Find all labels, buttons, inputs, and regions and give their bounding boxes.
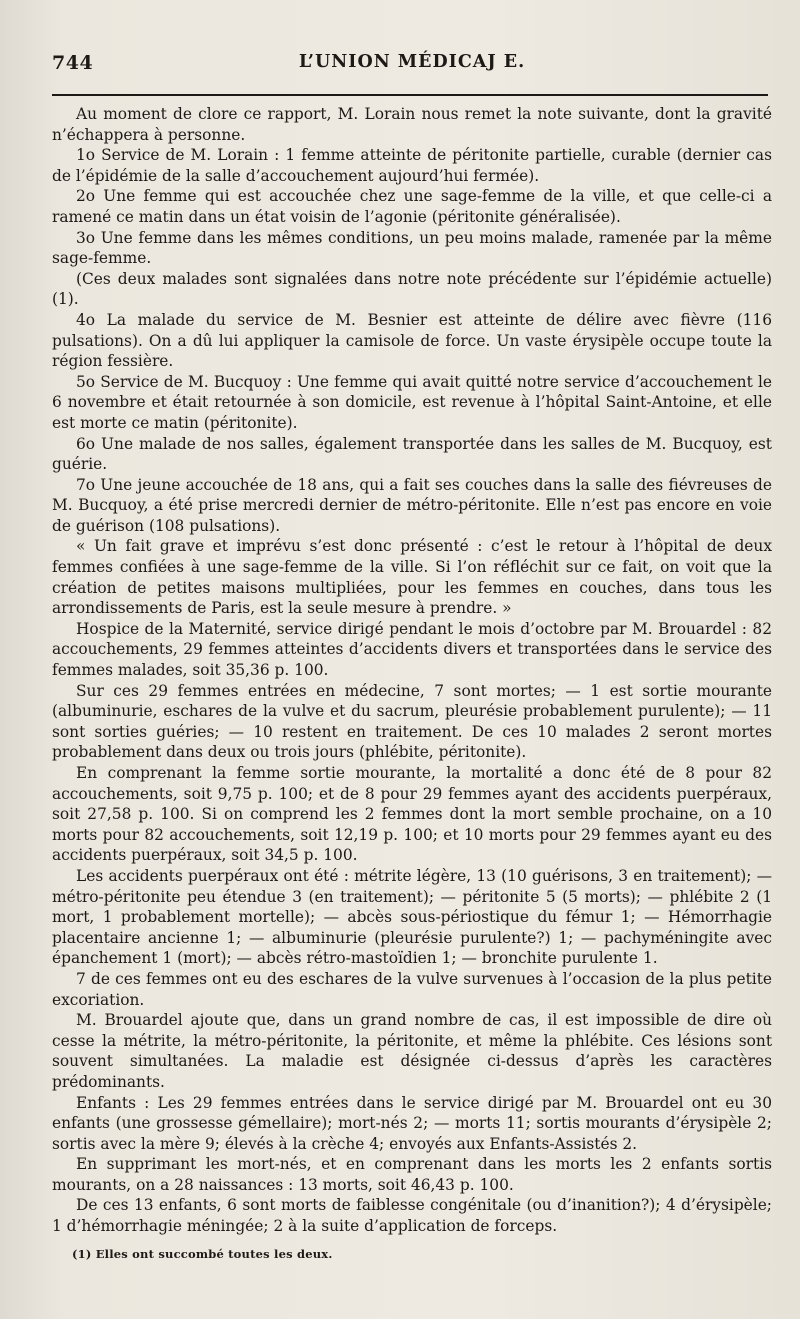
paragraph-item-6: 6o Une malade de nos salles, également transportée dans les salles de M. Bucquoy, est guérie. xyxy=(52,434,772,474)
paragraph-item-3: 3o Une femme dans les mêmes conditions, un peu moins malade, ramenée par la même sage-femme. xyxy=(52,228,772,268)
paragraph-item-5: 5o Service de M. Bucquoy : Une femme qui avait quitté notre service d’accouchement le 6 novembre et était retournée à son domicile, est revenue à l’hôpital Saint-Antoine, et elle est morte ce matin (péritonite). xyxy=(52,372,772,432)
paragraph-causes: De ces 13 enfants, 6 sont morts de faiblesse congénitale (ou d’inanition?); 4 d’érysipèle; 1 d’hémorrhagie méningée; 2 à la suite d’application de forceps. xyxy=(52,1196,772,1236)
paragraph-eschares: 7 de ces femmes ont eu des eschares de la vulve survenues à l’occasion de la plus petite excoriation. xyxy=(52,969,772,1009)
paragraph-outcomes: Sur ces 29 femmes entrées en médecine, 7 sont mortes; — 1 est sortie mourante (albuminurie, eschares de la vulve et du sacrum, pleurésie probablement purulente); — 11 sont sorties guéries; — 10 restent en traitement. De ces 10 malades 2 seront mortes probablement dans deux ou trois jours (phlébite, péritonite). xyxy=(52,681,772,762)
paragraph-intro: Au moment de clore ce rapport, M. Lorain nous remet la note suivante, dont la gravité n’échappera à personne. xyxy=(52,105,772,144)
paragraph-enfants: Enfants : Les 29 femmes entrées dans le service dirigé par M. Brouardel ont eu 30 enfants (une grossesse gémellaire); mort-nés 2; — morts 11; sortis mourants d’érysipèle 2; sortis avec la mère 9; élevés à la crèche 4; envoyés aux Enfants-Assistés 2. xyxy=(52,1093,772,1153)
paragraph-item-1: 1o Service de M. Lorain : 1 femme atteinte de péritonite partielle, curable (dernier cas de l’épidémie de la salle d’accouchement aujourd’hui fermée). xyxy=(52,146,772,185)
page-header xyxy=(52,52,772,92)
paragraph-item-2: 2o Une femme qui est accouchée chez une sage-femme de la ville, et que celle-ci a ramené ce matin dans un état voisin de l’agonie (péritonite généralisée). xyxy=(52,187,772,226)
footnote: (1) Elles ont succombé toutes les deux. xyxy=(72,1246,333,1261)
paragraph-item-7: 7o Une jeune accouchée de 18 ans, qui a fait ses couches dans la salle des fiévreuses de M. Bucquoy, a été prise mercredi dernier de métro-péritonite. Elle n’est pas encore en voie de guérison (108 pulsations). xyxy=(52,475,772,535)
running-title: L’UNION MÉDICAJ E. xyxy=(298,52,526,72)
paragraph-maternite: Hospice de la Maternité, service dirigé pendant le mois d’octobre par M. Brouardel : 82 accouchements, 29 femmes atteintes d’accidents divers et transportées dans le service des femmes malades, soit 35,36 p. 100. xyxy=(52,619,772,680)
paragraph-accidents: Les accidents puerpéraux ont été : métrite légère, 13 (10 guérisons, 3 en traitement); — métro-péritonite peu étendue 3 (en traitement); — péritonite 5 (5 morts); — phlébite 2 (1 mort, 1 probablement mortelle); — abcès sous-périostique du fémur 1; — Hémorrhagie placentaire ancienne 1; — albuminurie (pleurésie purulente?) 1; — pachyméningite avec épanchement 1 (mort); — abcès rétro-mastoïdien 1; — bronchite purulente 1. xyxy=(52,866,772,968)
paragraph-brouardel: M. Brouardel ajoute que, dans un grand nombre de cas, il est impossible de dire où cesse la métrite, la métro-péritonite, la péritonite, et même la phlébite. Ces lésions sont souvent simultanées. La maladie est désignée ci-dessus d’après les caractères prédominants. xyxy=(52,1011,772,1091)
paragraph-item-4: 4o La malade du service de M. Besnier est atteinte de délire avec fièvre (116 pulsations). On a dû lui appliquer la camisole de force. Un vaste érysipèle occupe toute la région fessière. xyxy=(52,310,772,371)
body-text xyxy=(52,104,772,1237)
paragraph-quote: « Un fait grave et imprévu s’est donc présenté : c’est le retour à l’hôpital de deux femmes confiées à une sage-femme de la ville. Si l’on réfléchit sur ce fait, on voit que la création de petites maisons multipliées, pour les femmes en couches, dans tous les arrondissements de Paris, est la seule mesure à prendre. » xyxy=(52,537,772,618)
header-rule xyxy=(52,94,768,96)
paragraph-naissances: En supprimant les mort-nés, et en comprenant dans les morts les 2 enfants sortis mourants, on a 28 naissances : 13 morts, soit 46,43 p. 100. xyxy=(52,1155,772,1194)
paragraph-mortality: En comprenant la femme sortie mourante, la mortalité a donc été de 8 pour 82 accouchements, soit 9,75 p. 100; et de 8 pour 29 femmes ayant des accidents puerpéraux, soit 27,58 p. 100. Si on comprend les 2 femmes dont la mort semble prochaine, on a 10 morts pour 82 accouchements, soit 12,19 p. 100; et 10 morts pour 29 femmes ayant eu des accidents puerpéraux, soit 34,5 p. 100. xyxy=(52,764,772,865)
paragraph-note: (Ces deux malades sont signalées dans notre note précédente sur l’épidémie actuelle) (1). xyxy=(52,269,772,309)
page-number: 744 xyxy=(52,52,94,74)
